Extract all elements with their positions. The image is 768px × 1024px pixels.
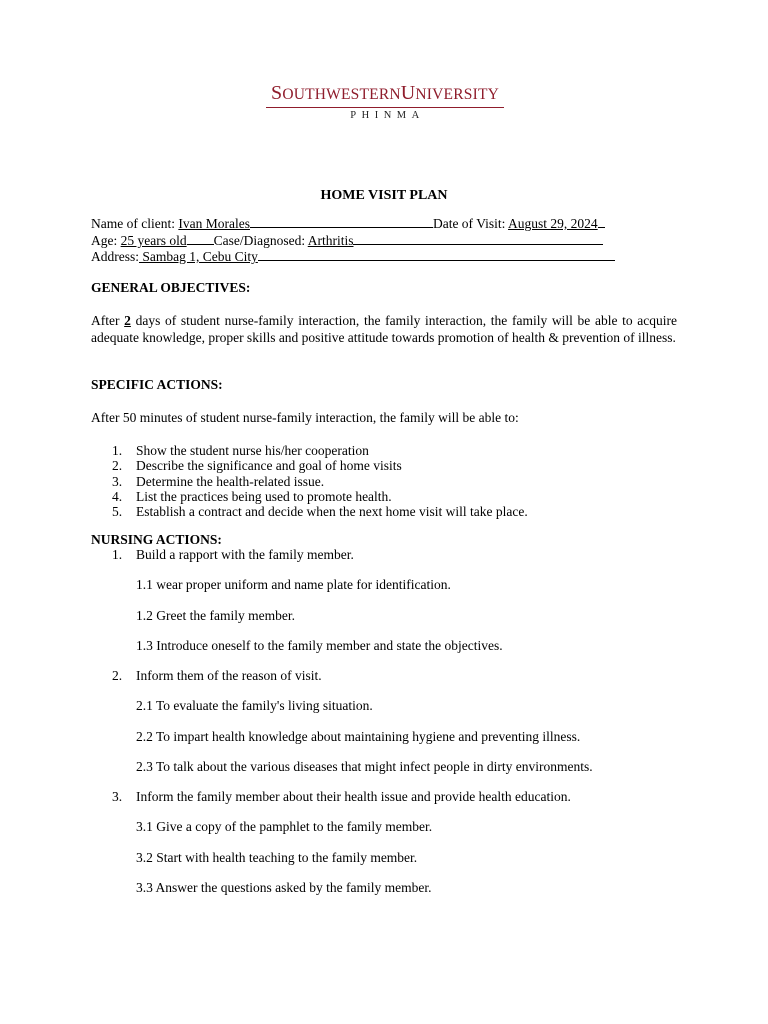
list-item: Determine the health-related issue. xyxy=(136,474,325,489)
list-item-number: 1. xyxy=(112,443,123,458)
sub-item: 1.2 Greet the family member. xyxy=(136,608,295,623)
address-fill-line xyxy=(258,247,615,261)
list-item: Describe the significance and goal of home visits xyxy=(136,458,402,473)
list-item-number: 5. xyxy=(112,504,123,519)
logo-divider xyxy=(266,107,504,108)
specific-actions-heading: SPECIFIC ACTIONS: xyxy=(91,377,223,392)
list-item: Inform them of the reason of visit. xyxy=(136,668,322,683)
specific-intro: After 50 minutes of student nurse-family interaction, the family will be able to: xyxy=(91,410,519,425)
general-text-start: After xyxy=(91,313,125,328)
list-item-number: 1. xyxy=(112,547,123,562)
client-label: Name of client: xyxy=(91,216,175,231)
nursing-actions-heading: NURSING ACTIONS: xyxy=(91,532,222,547)
general-text-rest: days of student nurse-family interaction, the family interaction, the family will be able to acquire adequate knowledge, proper skills and positive attitude towards promotion of health & prevention of illness. xyxy=(91,313,677,345)
logo-text: OUTHWESTERN xyxy=(282,86,401,103)
address-label: Address: xyxy=(91,249,139,264)
sub-item: 3.1 Give a copy of the pamphlet to the family member. xyxy=(136,819,433,834)
list-item: Show the student nurse his/her cooperation xyxy=(136,443,369,458)
list-item: List the practices being used to promote health. xyxy=(136,489,392,504)
address-value: Sambag 1, Cebu City xyxy=(139,249,258,264)
sub-item: 2.3 To talk about the various diseases that might infect people in dirty environments. xyxy=(136,759,593,774)
general-days: 2 xyxy=(124,313,131,328)
sub-item: 2.2 To impart health knowledge about maintaining hygiene and preventing illness. xyxy=(136,729,581,744)
university-logo xyxy=(266,82,504,121)
case-label: Case/Diagnosed: xyxy=(213,233,306,248)
logo-letter: U xyxy=(400,82,416,104)
client-row xyxy=(91,214,605,232)
sub-item: 3.2 Start with health teaching to the family member. xyxy=(136,850,418,865)
sub-item: 1.1 wear proper uniform and name plate for identification. xyxy=(136,577,451,592)
list-item-number: 2. xyxy=(112,458,123,473)
sub-item: 3.3 Answer the questions asked by the family member. xyxy=(136,880,432,895)
page-title: HOME VISIT PLAN xyxy=(320,188,448,203)
client-value: Ivan Morales xyxy=(178,216,250,231)
general-objectives-heading: GENERAL OBJECTIVES: xyxy=(91,280,251,295)
logo-letter: S xyxy=(270,82,283,104)
general-objectives-text xyxy=(91,313,677,346)
client-fill-line xyxy=(250,214,433,228)
list-item: Establish a contract and decide when the next home visit will take place. xyxy=(136,504,528,519)
list-item: Inform the family member about their health issue and provide health education. xyxy=(136,789,571,804)
date-fill-line xyxy=(598,214,605,228)
case-fill-line xyxy=(353,231,603,245)
list-item: Build a rapport with the family member. xyxy=(136,547,354,562)
list-item-number: 2. xyxy=(112,668,123,683)
sub-item: 2.1 To evaluate the family's living situation. xyxy=(136,698,373,713)
logo-text: NIVERSITY xyxy=(415,86,500,103)
logo-subtext: PHINMA xyxy=(350,110,425,121)
age-value: 25 years old xyxy=(120,233,187,248)
list-item-number: 4. xyxy=(112,489,123,504)
case-value: Arthritis xyxy=(307,233,354,248)
date-label: Date of Visit: xyxy=(432,216,506,231)
logo-wordmark xyxy=(266,82,504,106)
age-label: Age: xyxy=(91,233,118,248)
sub-item: 1.3 Introduce oneself to the family member and state the objectives. xyxy=(136,638,503,653)
list-item-number: 3. xyxy=(112,789,123,804)
date-value: August 29, 2024 xyxy=(508,216,598,231)
age-fill-line xyxy=(187,231,214,245)
list-item-number: 3. xyxy=(112,474,123,489)
address-row xyxy=(91,247,615,265)
